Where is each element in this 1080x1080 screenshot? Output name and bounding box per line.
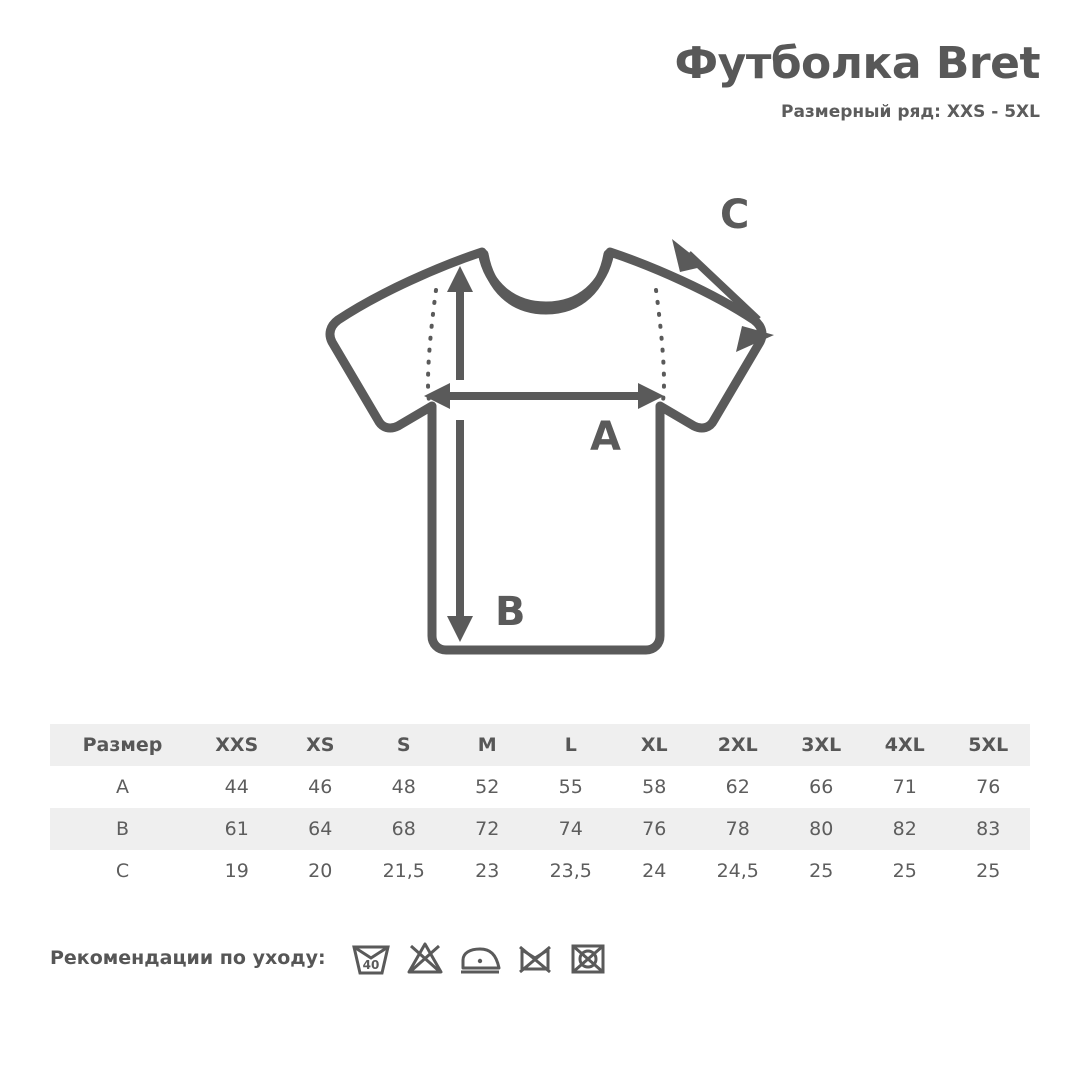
table-column-header: 3XL — [801, 734, 842, 756]
table-row-label: B — [115, 818, 130, 840]
wash-40-icon — [350, 938, 392, 978]
table-column-header: 2XL — [717, 734, 758, 756]
measure-c-label: C — [720, 192, 750, 238]
measure-b-label: B — [495, 589, 526, 635]
table-cell: 74 — [558, 818, 583, 840]
table-column-header: XS — [306, 734, 335, 756]
table-cell: 62 — [725, 776, 750, 798]
table-row — [50, 766, 1030, 808]
table-cell: 82 — [892, 818, 917, 840]
table-cell: 61 — [224, 818, 249, 840]
table-cell: 23 — [475, 860, 500, 882]
iron-low-icon — [458, 938, 502, 978]
table-row-label: C — [115, 860, 130, 882]
care-label: Рекомендации по уходу: — [50, 947, 326, 969]
wash-temp-caption: 40 — [362, 958, 379, 972]
table-cell: 25 — [976, 860, 1001, 882]
table-cell: 76 — [642, 818, 667, 840]
table-cell: 72 — [475, 818, 500, 840]
care-icon-list — [350, 938, 608, 978]
tshirt-diagram — [290, 180, 810, 680]
table-column-header: XXS — [215, 734, 259, 756]
table-cell: 25 — [809, 860, 834, 882]
table-column-header: M — [477, 734, 497, 756]
measure-a-label: A — [590, 414, 621, 460]
table-cell: 23,5 — [549, 860, 592, 882]
table-cell: 76 — [976, 776, 1001, 798]
table-column-header: XL — [640, 734, 668, 756]
table-header-row — [50, 724, 1030, 766]
table-column-header: 5XL — [968, 734, 1009, 756]
do-not-bleach-icon — [406, 938, 444, 978]
size-table — [50, 724, 1030, 892]
do-not-tumble-dry-icon — [568, 938, 608, 978]
page-title: Футболка Bret — [674, 38, 1040, 89]
table-corner-label: Размер — [82, 734, 163, 756]
table-cell: 24,5 — [716, 860, 759, 882]
size-range-subtitle: Размерный ряд: XXS - 5XL — [780, 102, 1040, 123]
header — [675, 40, 1040, 122]
table-cell: 55 — [558, 776, 583, 798]
table-cell: 83 — [976, 818, 1001, 840]
table-cell: 20 — [308, 860, 333, 882]
table-cell: 71 — [892, 776, 917, 798]
table-cell: 48 — [391, 776, 416, 798]
table-row-label: A — [116, 776, 129, 798]
size-table-wrapper — [50, 724, 1030, 892]
table-cell: 19 — [224, 860, 249, 882]
tshirt-outline-icon — [330, 252, 762, 650]
table-cell: 46 — [308, 776, 333, 798]
table-cell: 68 — [391, 818, 416, 840]
table-cell: 64 — [308, 818, 333, 840]
table-column-header: S — [396, 734, 411, 756]
table-cell: 78 — [725, 818, 750, 840]
table-row — [50, 850, 1030, 892]
table-cell: 25 — [892, 860, 917, 882]
table-cell: 66 — [809, 776, 834, 798]
table-cell: 58 — [642, 776, 667, 798]
table-cell: 52 — [475, 776, 500, 798]
table-cell: 44 — [224, 776, 249, 798]
table-column-header: L — [564, 734, 577, 756]
table-column-header: 4XL — [884, 734, 925, 756]
table-row — [50, 808, 1030, 850]
table-cell: 24 — [642, 860, 667, 882]
table-cell: 80 — [809, 818, 834, 840]
table-cell: 21,5 — [382, 860, 425, 882]
do-not-dry-clean-icon — [516, 938, 554, 978]
care-instructions — [50, 938, 608, 978]
